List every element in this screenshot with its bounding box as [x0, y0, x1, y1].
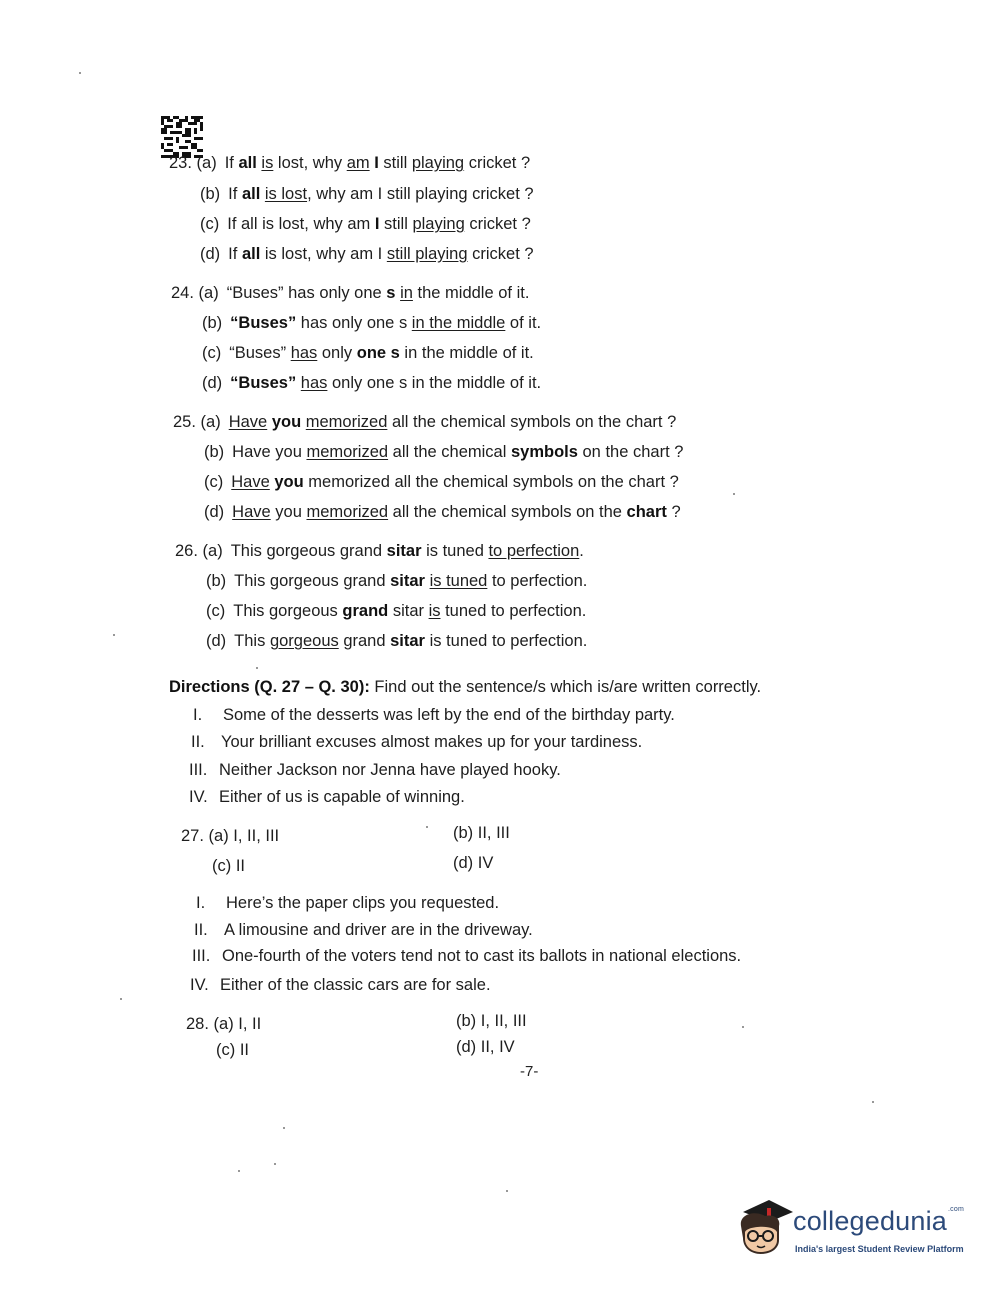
q27-option-b [453, 823, 510, 843]
bold-word: grand [342, 602, 389, 620]
brand-name [793, 1206, 964, 1237]
option-label: (a) [198, 284, 219, 302]
option-text: (a) I, II, III [208, 827, 280, 845]
text: the middle of it. [412, 284, 530, 302]
option-label: (b) [202, 314, 223, 332]
q24-number: 24. [171, 284, 194, 302]
statement-text: Your brilliant excuses almost makes up for your tardiness. [221, 733, 643, 751]
brand-tagline: India's largest Student Review Platform [795, 1244, 964, 1254]
underlined-part: playing [411, 154, 465, 172]
statement [193, 705, 675, 725]
option-text: (b) I, II, III [456, 1012, 527, 1030]
roman-numeral: II. [194, 921, 208, 939]
roman-numeral: I. [193, 706, 203, 724]
underlined-part: is [261, 154, 274, 172]
text: all the chemical symbols on the chart ? [387, 413, 677, 431]
statement [191, 732, 642, 752]
statement-text: Here’s the paper clips you requested. [226, 894, 500, 912]
underlined-part: Have [231, 473, 270, 491]
underlined-part: is lost [264, 185, 308, 203]
option-label: (a) [200, 413, 221, 431]
option-label: (c) [202, 344, 222, 362]
text: has only one s [296, 314, 412, 332]
q26-option-c [206, 601, 586, 621]
mascot-icon [733, 1196, 793, 1258]
option-text: (d) IV [453, 854, 494, 872]
bold-word: “Buses” [230, 374, 297, 392]
bold-word: s [386, 284, 396, 302]
option-text: (a) I, II [213, 1015, 262, 1033]
underlined-part: am [346, 154, 370, 172]
underlined-part: still playing [386, 245, 468, 263]
text: cricket ? [464, 154, 531, 172]
text: to perfection. [487, 572, 588, 590]
text: is tuned to perfection. [424, 632, 588, 650]
scan-speck [506, 1190, 508, 1192]
option-label: (a) [196, 154, 217, 172]
scan-speck [274, 1163, 276, 1165]
underlined-part: Have [228, 413, 268, 431]
scan-speck [113, 634, 115, 636]
text: If [228, 185, 242, 203]
bold-word: all [241, 185, 261, 203]
statement [192, 946, 741, 966]
text: in the middle of it. [399, 344, 534, 362]
q28-number: 28. [186, 1015, 209, 1033]
q23-option-d [200, 244, 534, 264]
option-label: (b) [206, 572, 227, 590]
bold-word: chart [626, 503, 667, 521]
text: This gorgeous grand [230, 542, 387, 560]
scan-speck [120, 998, 122, 1000]
underlined-part: has [290, 344, 318, 362]
statement-text: Neither Jackson nor Jenna have played hooky. [219, 761, 561, 779]
option-label: (c) [204, 473, 224, 491]
underlined-part: gorgeous [269, 632, 339, 650]
q24-option-a [171, 283, 529, 303]
option-label: (c) [206, 602, 226, 620]
scan-speck [283, 1127, 285, 1129]
text: only [317, 344, 357, 362]
bold-word: “Buses” [230, 314, 297, 332]
underlined-part: in [400, 284, 413, 302]
text: If [224, 154, 239, 172]
q27-option-c [212, 856, 245, 876]
q25-option-c [204, 472, 679, 492]
bold-word: you [271, 413, 302, 431]
option-text: (c) II [212, 857, 245, 875]
statement [189, 787, 465, 807]
directions [169, 677, 761, 697]
bold-word: all [238, 154, 257, 172]
option-label: (d) [204, 503, 225, 521]
text: of it. [505, 314, 542, 332]
statement-text: Some of the desserts was left by the end of the birthday party. [223, 706, 675, 724]
text: tuned to perfection. [440, 602, 587, 620]
underlined-part: is tuned [429, 572, 488, 590]
option-text: (d) II, IV [456, 1038, 515, 1056]
directions-text: Find out the sentence/s which is/are written correctly. [369, 678, 762, 696]
q27-option-d [453, 853, 493, 873]
q24-option-b [202, 313, 541, 333]
text: still [379, 215, 413, 233]
statement [196, 893, 499, 913]
bold-word: symbols [510, 443, 578, 461]
bold-word: sitar [386, 542, 422, 560]
q26-option-a [175, 541, 584, 561]
q25-number: 25. [173, 413, 196, 431]
text: . [579, 542, 584, 560]
q26-option-d [206, 631, 587, 651]
option-text: (b) II, III [453, 824, 510, 842]
roman-numeral: IV. [189, 788, 208, 806]
statement-text: A limousine and driver are in the driveway. [224, 921, 533, 939]
text: Have you [232, 443, 307, 461]
option-label: (d) [200, 245, 221, 263]
option-label: (c) [200, 215, 220, 233]
text: you [270, 503, 307, 521]
text: only one s in the middle of it. [327, 374, 542, 392]
scan-speck [238, 1170, 240, 1172]
option-label: (d) [206, 632, 227, 650]
roman-numeral: II. [191, 733, 205, 751]
option-label: (b) [204, 443, 225, 461]
q28-option-b [456, 1011, 527, 1031]
text: lost, why [273, 154, 347, 172]
text: This gorgeous [233, 602, 343, 620]
q26-option-b [206, 571, 587, 591]
directions-heading: Directions (Q. 27 – Q. 30): [169, 678, 370, 696]
page-number: -7- [520, 1063, 539, 1080]
brand-suffix: .com [948, 1206, 965, 1213]
q23-option-a [169, 153, 530, 173]
text: ? [666, 503, 681, 521]
q28-option-c [216, 1040, 249, 1060]
text: This [234, 632, 270, 650]
text: all the chemical symbols on the [388, 503, 627, 521]
text: memorized all the chemical symbols on the chart ? [303, 473, 679, 491]
q24-option-c [202, 343, 534, 363]
option-label: (a) [202, 542, 223, 560]
underlined-part: memorized [305, 413, 388, 431]
option-text: (c) II [216, 1041, 249, 1059]
text: cricket ? [464, 215, 531, 233]
q27-number: 27. [181, 827, 204, 845]
text: is tuned [421, 542, 489, 560]
roman-numeral: III. [189, 761, 208, 779]
underlined-part: is [428, 602, 441, 620]
statement [194, 920, 533, 940]
q26-number: 26. [175, 542, 198, 560]
text: , why am I still playing cricket ? [307, 185, 534, 203]
bold-word: sitar [390, 632, 425, 650]
bold-word: sitar [390, 572, 425, 590]
text: If [228, 245, 242, 263]
text: “Buses” has only one [226, 284, 387, 302]
scan-speck [79, 72, 81, 74]
q23-option-b [200, 184, 534, 204]
q23-option-c [200, 214, 531, 234]
roman-numeral: I. [196, 894, 206, 912]
text: This gorgeous grand [234, 572, 391, 590]
statement-text: Either of us is capable of winning. [219, 788, 465, 806]
roman-numeral: III. [192, 947, 211, 965]
text: is lost, why am I [260, 245, 387, 263]
text: sitar [388, 602, 429, 620]
q23-number: 23. [169, 154, 192, 172]
text: If all is lost, why am [227, 215, 375, 233]
underlined-part: Have [232, 503, 271, 521]
roman-numeral: IV. [190, 976, 209, 994]
option-label: (d) [202, 374, 223, 392]
statement [190, 975, 491, 995]
q25-option-a [173, 412, 676, 432]
q25-option-d [204, 502, 681, 522]
q24-option-d [202, 373, 541, 393]
underlined-part: playing [412, 215, 465, 233]
text: on the chart ? [577, 443, 684, 461]
q27-option-a [181, 826, 279, 846]
text: cricket ? [467, 245, 534, 263]
scan-speck [733, 493, 735, 495]
bold-word: I [374, 215, 380, 233]
bold-word: one s [356, 344, 400, 362]
q28-option-a [186, 1014, 261, 1034]
qr-code [161, 116, 203, 158]
underlined-part: memorized [306, 443, 389, 461]
statement-text: Either of the classic cars are for sale. [220, 976, 491, 994]
text: grand [338, 632, 391, 650]
statement [189, 760, 561, 780]
underlined-part: has [300, 374, 328, 392]
scan-speck [742, 1026, 744, 1028]
bold-word: all [241, 245, 261, 263]
bold-word: you [274, 473, 304, 491]
brand-name-text: collegedunia [793, 1206, 948, 1236]
bold-word: I [374, 154, 379, 172]
underlined-part: in the middle [411, 314, 506, 332]
scan-speck [256, 667, 258, 669]
collegedunia-logo [733, 1196, 973, 1266]
underlined-part: to perfection [488, 542, 580, 560]
scan-speck [872, 1101, 874, 1103]
option-label: (b) [200, 185, 221, 203]
text: “Buses” [229, 344, 291, 362]
statement-text: One-fourth of the voters tend not to cast its ballots in national elections. [222, 947, 742, 965]
text: still [378, 154, 412, 172]
underlined-part: memorized [306, 503, 389, 521]
text: all the chemical [388, 443, 511, 461]
scan-speck [426, 826, 428, 828]
q25-option-b [204, 442, 683, 462]
q28-option-d [456, 1037, 515, 1057]
